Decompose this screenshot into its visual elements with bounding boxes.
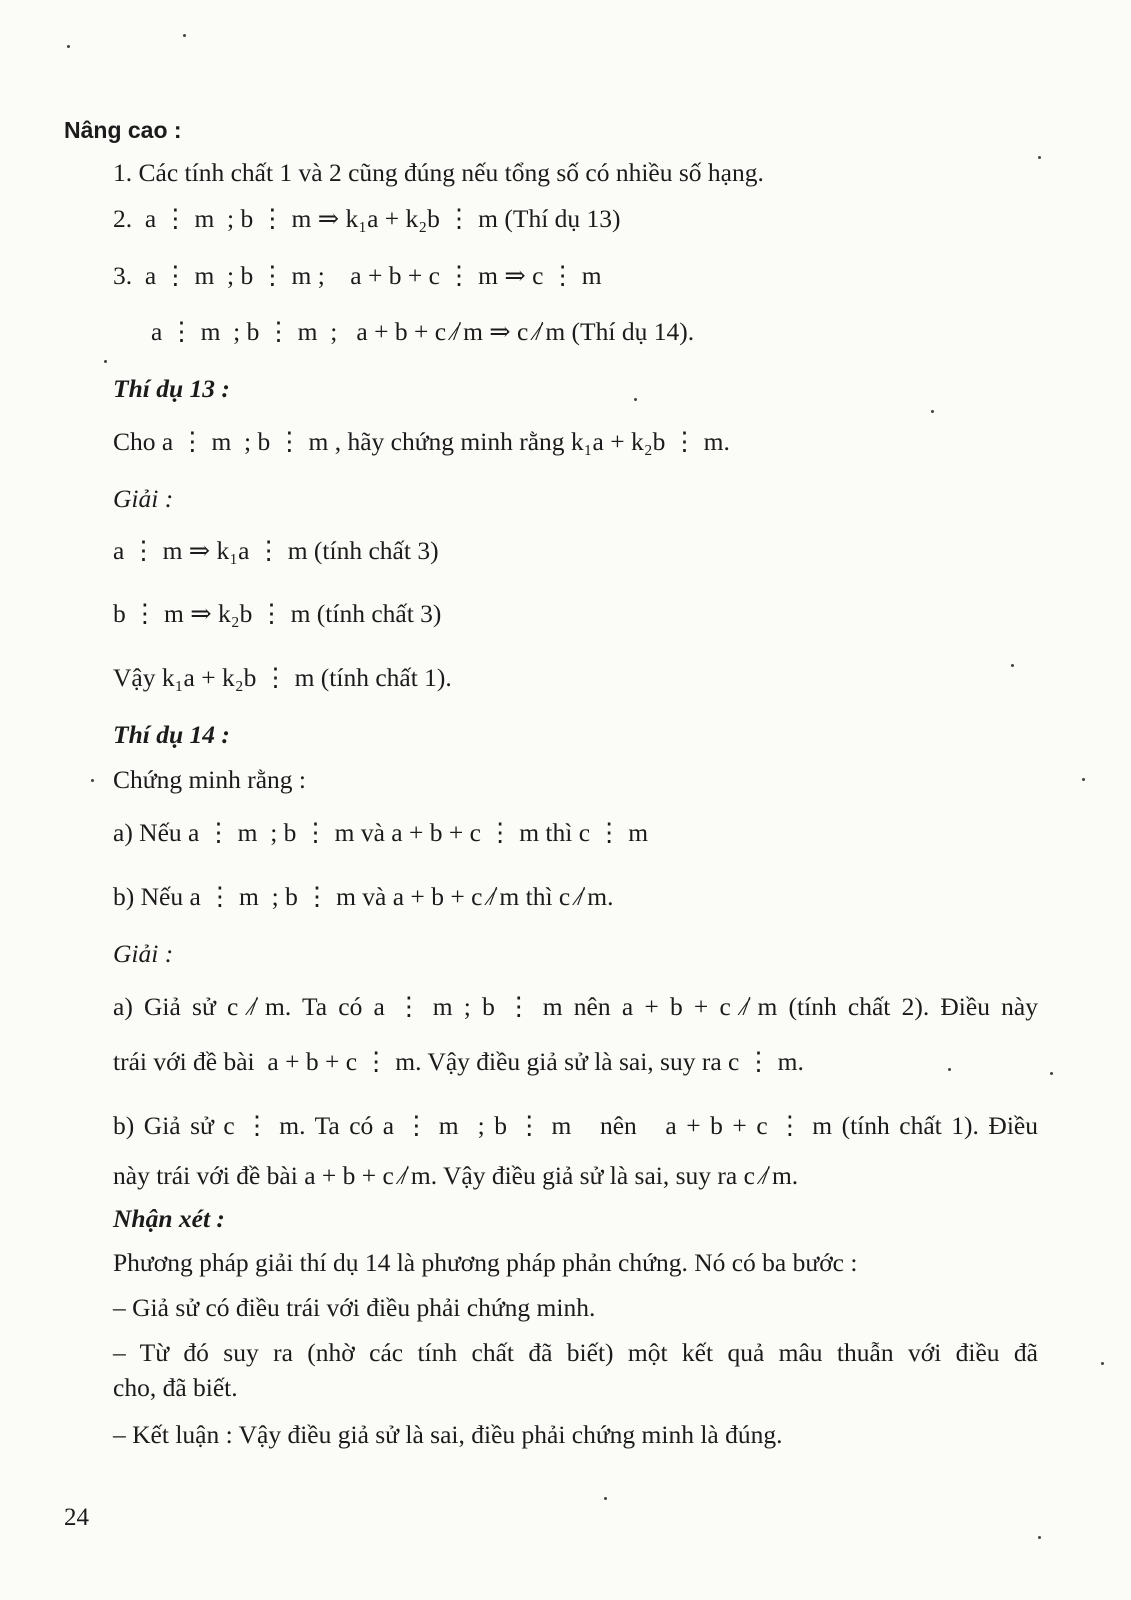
scan-speck	[634, 398, 637, 401]
example-14-part-a: a) Nếu a ⋮ m ; b ⋮ m và a + b + c ⋮ m thì c ⋮ m	[113, 818, 649, 847]
advanced-item-3b: a ⋮ m ; b ⋮ m ; a + b + c ⁄̸ m ⇒ c ⁄̸ m (Thí dụ 14).	[151, 317, 695, 346]
remark-step-1: – Giả sử có điều trái với điều phải chứng minh.	[113, 1293, 596, 1322]
section-heading: Nâng cao :	[64, 117, 182, 143]
remark-step-3: – Kết luận : Vậy điều giả sử là sai, điều phải chứng minh là đúng.	[113, 1420, 783, 1449]
example-13-step-1: a ⋮ m ⇒ k₁a ⋮ m (tính chất 3)	[113, 536, 439, 565]
example-14-part-b: b) Nếu a ⋮ m ; b ⋮ m và a + b + c ⁄̸ m thì c ⁄̸ m.	[113, 882, 614, 911]
remark-step-2-line-1: – Từ đó suy ra (nhờ các tính chất đã biết) một kết quả mâu thuẫn với điều đã	[113, 1338, 1038, 1367]
remark-title: Nhận xét :	[113, 1204, 225, 1233]
scan-speck	[104, 360, 107, 363]
scan-speck	[1050, 1072, 1053, 1075]
example-13-step-2: b ⋮ m ⇒ k₂b ⋮ m (tính chất 3)	[113, 599, 442, 628]
scan-speck	[1038, 156, 1041, 159]
example-14-solution-label: Giải :	[113, 939, 174, 968]
scan-speck	[1011, 664, 1014, 667]
scan-speck	[948, 1068, 951, 1071]
scan-speck	[1101, 1362, 1104, 1365]
example-14-solution-b-line-2: này trái với đề bài a + b + c ⁄̸ m. Vậy điều giả sử là sai, suy ra c ⁄̸ m.	[113, 1161, 799, 1190]
scan-speck	[183, 34, 186, 37]
example-14-solution-a-line-2: trái với đề bài a + b + c ⋮ m. Vậy điều giả sử là sai, suy ra c ⋮ m.	[113, 1047, 804, 1076]
example-13-conclusion: Vậy k₁a + k₂b ⋮ m (tính chất 1).	[113, 663, 452, 692]
remark-line-1: Phương pháp giải thí dụ 14 là phương pháp phản chứng. Nó có ba bước :	[113, 1248, 858, 1277]
scan-speck	[1082, 778, 1085, 781]
example-13-title: Thí dụ 13 :	[113, 374, 230, 403]
page-number: 24	[64, 1504, 89, 1531]
advanced-item-2: 2. a ⋮ m ; b ⋮ m ⇒ k₁a + k₂b ⋮ m (Thí dụ 13)	[113, 204, 621, 233]
example-14-solution-b-line-1: b) Giả sử c ⋮ m. Ta có a ⋮ m ; b ⋮ m nên a + b + c ⋮ m (tính chất 1). Điều	[113, 1111, 1038, 1140]
remark-step-2-line-2: cho, đã biết.	[113, 1373, 238, 1402]
scan-speck	[931, 410, 934, 413]
example-14-solution-a-line-1: a) Giả sử c ⁄̸ m. Ta có a ⋮ m ; b ⋮ m nên a + b + c ⁄̸ m (tính chất 2). Điều này	[113, 992, 1038, 1021]
example-14-title: Thí dụ 14 :	[113, 720, 230, 749]
scan-speck	[91, 779, 94, 782]
example-13-problem: Cho a ⋮ m ; b ⋮ m , hãy chứng minh rằng k₁a + k₂b ⋮ m.	[113, 427, 730, 456]
scan-speck	[67, 45, 70, 48]
scan-speck	[1038, 1536, 1041, 1539]
example-14-intro: Chứng minh rằng :	[113, 765, 307, 794]
example-13-solution-label: Giải :	[113, 484, 174, 513]
advanced-item-1: 1. Các tính chất 1 và 2 cũng đúng nếu tổng số có nhiều số hạng.	[113, 158, 764, 187]
advanced-item-3a: 3. a ⋮ m ; b ⋮ m ; a + b + c ⋮ m ⇒ c ⋮ m	[113, 261, 602, 290]
scan-speck	[604, 1497, 607, 1500]
